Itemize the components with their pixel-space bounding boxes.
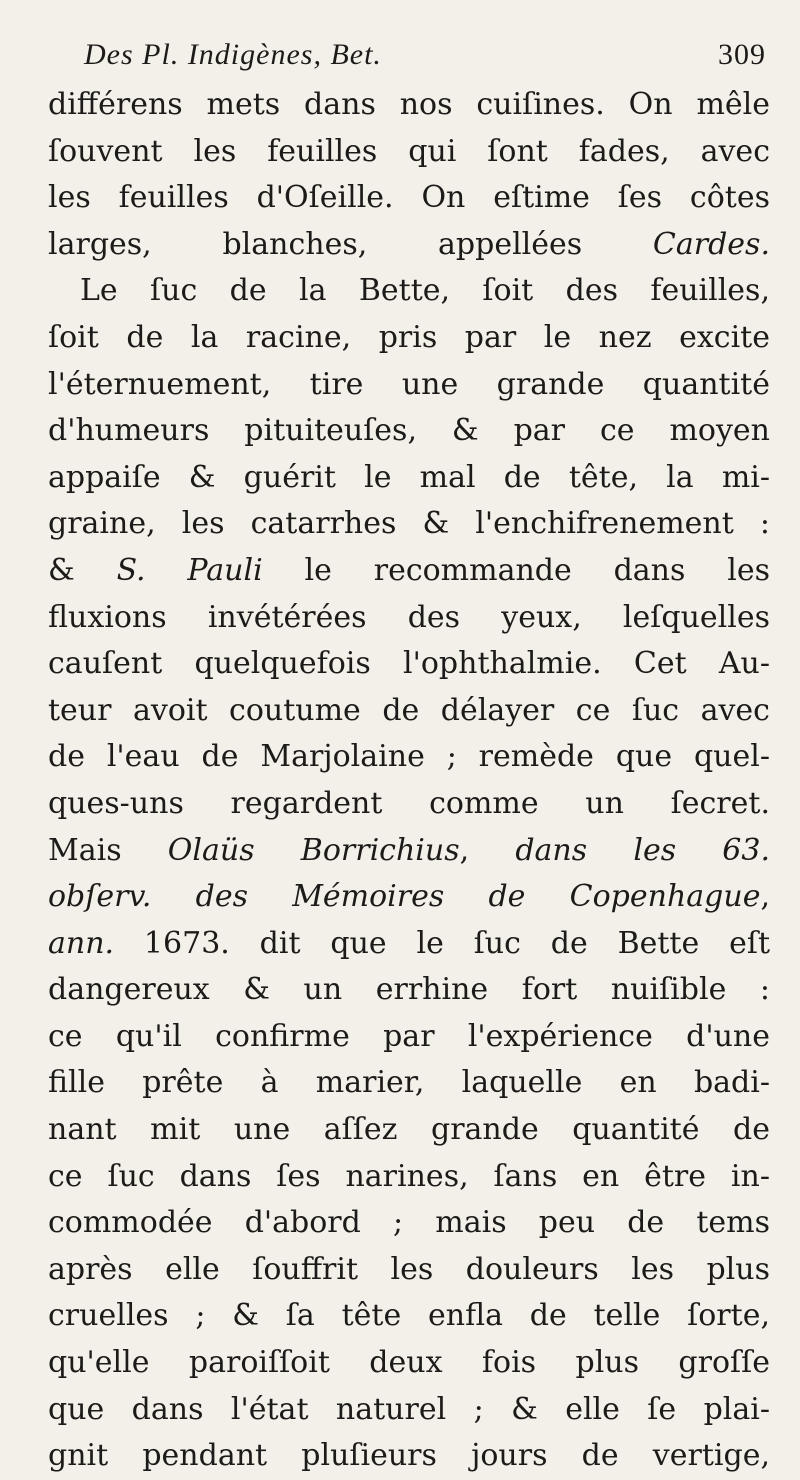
text-segment: & <box>48 552 117 588</box>
text-segment: dangereux & un errhine fort nuiſible : <box>48 972 770 1008</box>
text-line <box>48 967 770 1014</box>
text-line <box>48 874 770 921</box>
text-line <box>48 175 770 222</box>
text-line <box>48 1340 770 1387</box>
text-line <box>48 129 770 176</box>
text-line <box>48 362 770 409</box>
text-segment: ques-uns regardent comme un ſecret. <box>48 785 770 821</box>
text-segment: les feuilles d'Oſeille. On eſtime ſes côtes <box>48 180 770 216</box>
running-header <box>48 38 770 82</box>
text-segment: teur avoit coutume de délayer ce ſuc avec <box>48 692 770 728</box>
text-segment: larges, blanches, appellées <box>48 226 653 262</box>
text-line <box>48 781 770 828</box>
text-line <box>48 688 770 735</box>
text-line <box>48 548 770 595</box>
italic-segment: ann. <box>48 925 115 961</box>
text-segment: nant mit une aſſez grande quantité de <box>48 1112 770 1148</box>
text-segment: ſouvent les feuilles qui ſont fades, avec <box>48 133 770 169</box>
text-line <box>48 1247 770 1294</box>
text-segment: fille prête à marier, laquelle en badi- <box>48 1065 770 1101</box>
italic-segment: dans les 63. <box>515 832 770 868</box>
text-line <box>48 1200 770 1247</box>
text-line <box>48 1387 770 1434</box>
text-segment: commodée d'abord ; mais peu de tems <box>48 1205 770 1241</box>
text-segment: d'humeurs pituiteuſes, & par ce moyen <box>48 413 770 449</box>
text-segment: de l'eau de Marjolaine ; remède que quel- <box>48 739 770 775</box>
text-segment: Le ſuc de la Bette, ſoit des feuilles, <box>80 273 770 309</box>
text-line <box>48 1014 770 1061</box>
text-line <box>48 408 770 455</box>
text-line <box>48 921 770 968</box>
text-segment: que dans l'état naturel ; & elle ſe plai- <box>48 1391 770 1427</box>
text-segment: Mais <box>48 832 168 868</box>
text-block <box>48 38 770 1480</box>
text-segment: 1673. dit que le ſuc de Bette eſt <box>114 925 770 961</box>
italic-segment: Olaüs Borrichius <box>167 832 460 868</box>
text-segment: ce ſuc dans ſes narines, ſans en être in- <box>48 1158 770 1194</box>
italic-segment: S. Pauli <box>116 552 263 588</box>
text-segment: le recommande dans les <box>262 552 770 588</box>
text-line <box>48 455 770 502</box>
text-segment: , <box>459 832 516 868</box>
text-line <box>48 1107 770 1154</box>
text-line <box>48 828 770 875</box>
text-line <box>48 1154 770 1201</box>
italic-segment: Cardes. <box>652 226 770 262</box>
text-segment: fluxions invétérées des yeux, leſquelles <box>48 599 770 635</box>
text-segment: qu'elle paroiſſoit deux fois plus groſſe <box>48 1345 770 1381</box>
text-segment: gnit pendant pluſieurs jours de vertige, <box>48 1438 770 1474</box>
text-line <box>48 1433 770 1480</box>
text-segment: l'éternuement, tire une grande quantité <box>48 366 770 402</box>
italic-segment: obſerv. des Mémoires de Copenhague <box>48 879 761 915</box>
body-text <box>48 82 770 1480</box>
text-line <box>48 1060 770 1107</box>
text-line <box>48 82 770 129</box>
text-line <box>48 641 770 688</box>
text-line <box>48 595 770 642</box>
text-segment: ſoit de la racine, pris par le nez excite <box>48 319 770 355</box>
text-segment: différens mets dans nos cuiſines. On mêle <box>48 87 770 122</box>
text-line <box>48 1293 770 1340</box>
text-segment: ce qu'il confirme par l'expérience d'une <box>48 1018 770 1054</box>
text-line <box>48 734 770 781</box>
text-segment: cauſent quelquefois l'ophthalmie. Cet Au- <box>48 646 770 682</box>
text-line <box>48 222 770 269</box>
text-line <box>48 315 770 362</box>
page-number: 309 <box>718 38 766 71</box>
text-line <box>48 501 770 548</box>
running-title: Des Pl. Indigènes, Bet. <box>84 38 382 71</box>
text-line <box>48 268 770 315</box>
text-segment: cruelles ; & ſa tête enfla de telle ſorte, <box>48 1298 770 1334</box>
text-segment: , <box>760 879 770 915</box>
text-segment: appaiſe & guérit le mal de tête, la mi- <box>48 459 770 495</box>
text-segment: après elle ſouffrit les douleurs les plus <box>48 1251 770 1287</box>
text-segment: graine, les catarrhes & l'enchifrenement : <box>48 506 770 542</box>
